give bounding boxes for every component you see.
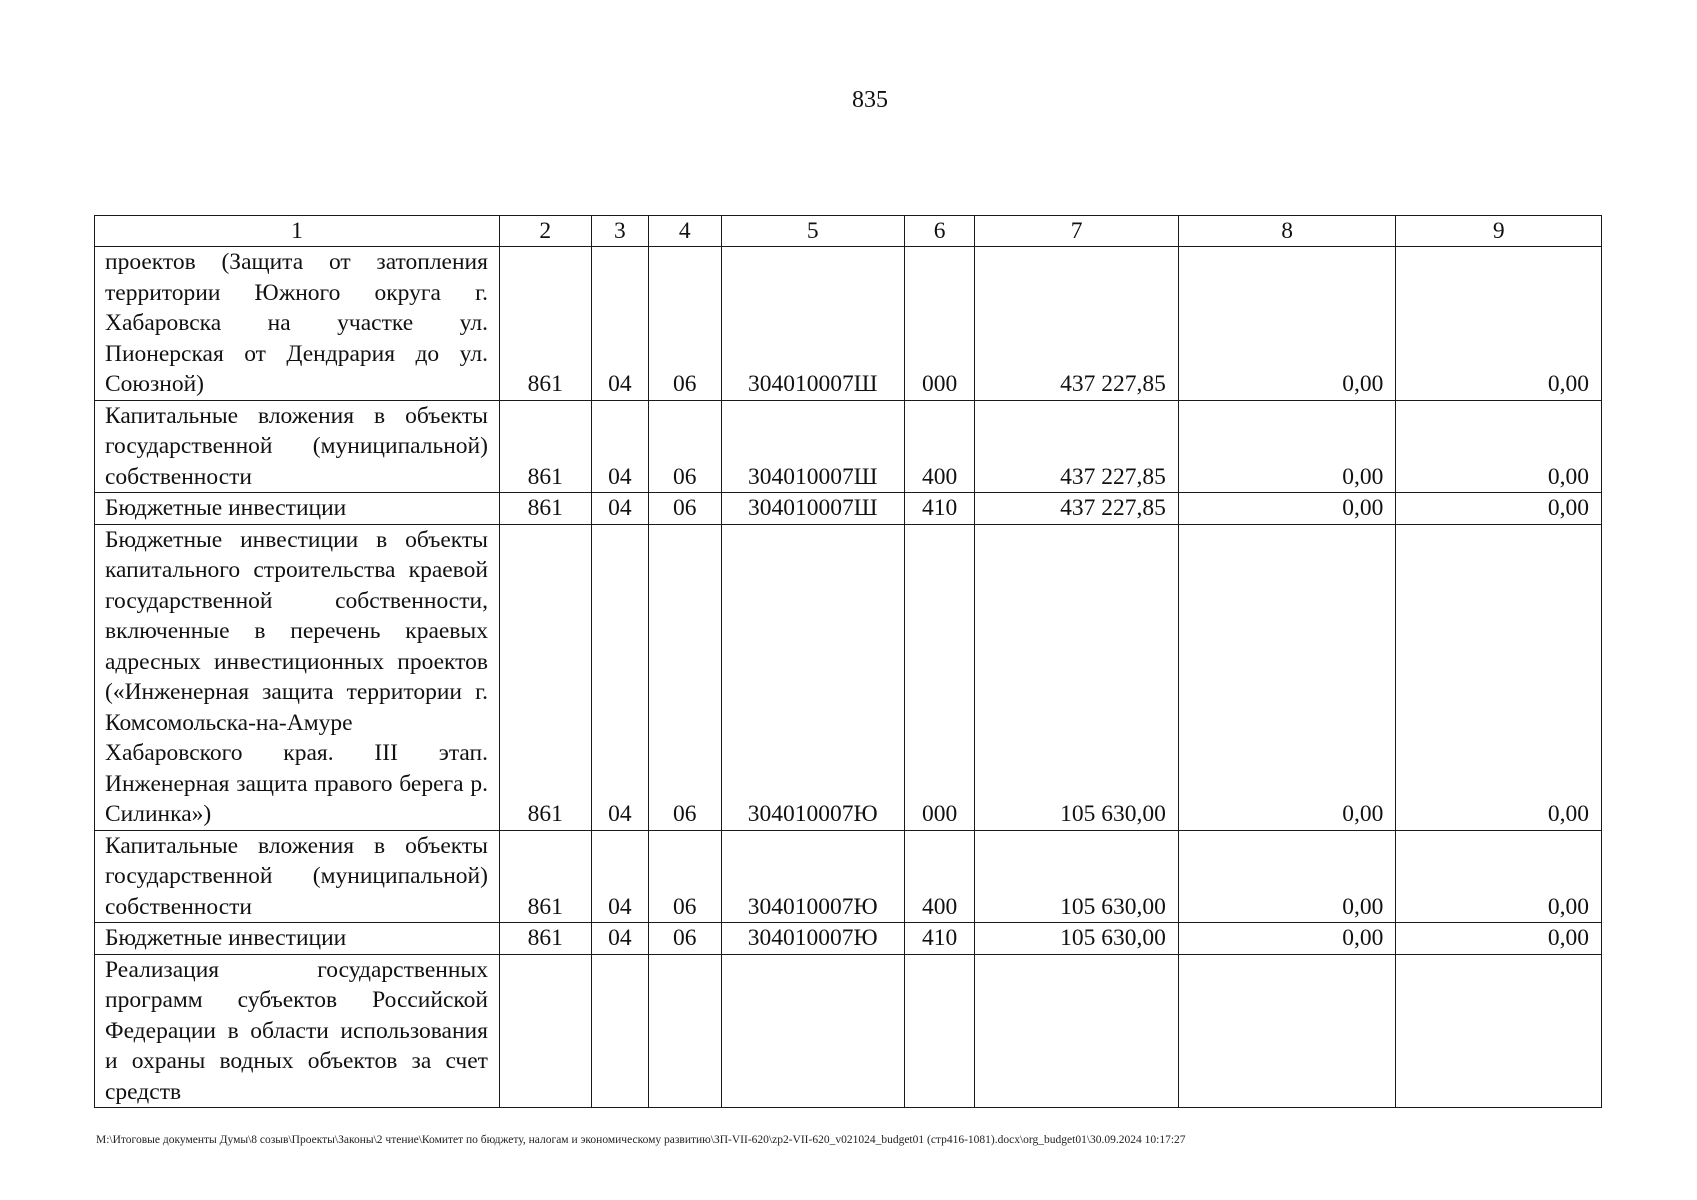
cell-section: 04 (591, 830, 648, 923)
cell-target-article (721, 954, 904, 1108)
cell-ministry-code: 861 (499, 247, 591, 401)
cell-amount-8: 0,00 (1178, 830, 1396, 923)
cell-target-article: 304010007Ш (721, 400, 904, 493)
cell-section: 04 (591, 247, 648, 401)
cell-amount-9 (1396, 954, 1602, 1108)
table-row (95, 400, 1602, 493)
column-header: 3 (591, 216, 648, 247)
cell-section: 04 (591, 493, 648, 525)
table-row (95, 830, 1602, 923)
cell-subsection: 06 (649, 923, 722, 955)
cell-amount-8: 0,00 (1178, 247, 1396, 401)
cell-amount-9: 0,00 (1396, 400, 1602, 493)
cell-amount-7 (975, 954, 1178, 1108)
cell-expense-type: 400 (904, 830, 975, 923)
table-row (95, 524, 1602, 830)
document-file-path: M:\Итоговые документы Думы\8 созыв\Проекты\Законы\2 чтение\Комитет по бюджету, налогам и экономическому развитию\ЗП-VII-620\zp2-VII-620_v021024_budget01 (стр416-1081).docx\org_budget01\30.09.2024 10:17:27 (96, 1134, 1186, 1146)
cell-amount-9: 0,00 (1396, 493, 1602, 525)
row-name: Бюджетные инвестиции (95, 493, 500, 525)
cell-amount-7: 437 227,85 (975, 493, 1178, 525)
cell-target-article: 304010007Ю (721, 830, 904, 923)
cell-subsection (649, 954, 722, 1108)
cell-expense-type: 000 (904, 247, 975, 401)
column-header: 5 (721, 216, 904, 247)
table-row (95, 493, 1602, 525)
cell-expense-type: 410 (904, 923, 975, 955)
column-header: 4 (649, 216, 722, 247)
column-header: 9 (1396, 216, 1602, 247)
cell-ministry-code: 861 (499, 830, 591, 923)
cell-amount-8: 0,00 (1178, 493, 1396, 525)
cell-expense-type: 000 (904, 524, 975, 830)
cell-amount-8: 0,00 (1178, 923, 1396, 955)
cell-ministry-code: 861 (499, 493, 591, 525)
cell-amount-7: 437 227,85 (975, 247, 1178, 401)
cell-target-article: 304010007Ш (721, 247, 904, 401)
table-row (95, 954, 1602, 1108)
cell-amount-7: 105 630,00 (975, 830, 1178, 923)
cell-amount-9: 0,00 (1396, 524, 1602, 830)
cell-amount-9: 0,00 (1396, 923, 1602, 955)
table-row (95, 923, 1602, 955)
cell-ministry-code (499, 954, 591, 1108)
page-number: 835 (852, 87, 888, 113)
cell-subsection: 06 (649, 400, 722, 493)
cell-subsection: 06 (649, 247, 722, 401)
cell-amount-9: 0,00 (1396, 247, 1602, 401)
cell-expense-type (904, 954, 975, 1108)
cell-ministry-code: 861 (499, 400, 591, 493)
row-name: Капитальные вложения в объекты государственной (муниципальной) собственности (95, 830, 500, 923)
table-row (95, 247, 1602, 401)
cell-section: 04 (591, 923, 648, 955)
cell-section (591, 954, 648, 1108)
cell-amount-7: 105 630,00 (975, 524, 1178, 830)
cell-target-article: 304010007Ю (721, 923, 904, 955)
budget-table (94, 215, 1602, 1108)
cell-ministry-code: 861 (499, 923, 591, 955)
column-header: 2 (499, 216, 591, 247)
row-name: Реализация государственных программ субъектов Российской Федерации в области использования и охраны водных объектов за счет средств (95, 954, 500, 1108)
cell-subsection: 06 (649, 493, 722, 525)
row-name: Бюджетные инвестиции (95, 923, 500, 955)
cell-expense-type: 410 (904, 493, 975, 525)
cell-amount-7: 105 630,00 (975, 923, 1178, 955)
table-header-row (95, 216, 1602, 247)
cell-ministry-code: 861 (499, 524, 591, 830)
row-name: Бюджетные инвестиции в объекты капитального строительства краевой государственной собственности, включенные в перечень краевых адресных инвестиционных проектов («Инженерная защита территории г. Комсомольска-на-Амуре Хабаровского края. III этап. Инженерная защита правого берега р. Силинка») (95, 524, 500, 830)
cell-amount-8: 0,00 (1178, 400, 1396, 493)
cell-amount-8: 0,00 (1178, 524, 1396, 830)
column-header: 1 (95, 216, 500, 247)
column-header: 7 (975, 216, 1178, 247)
cell-expense-type: 400 (904, 400, 975, 493)
cell-section: 04 (591, 400, 648, 493)
cell-target-article: 304010007Ш (721, 493, 904, 525)
row-name: проектов (Защита от затопления территории Южного округа г. Хабаровска на участке ул. Пионерская от Дендрария до ул. Союзной) (95, 247, 500, 401)
cell-subsection: 06 (649, 524, 722, 830)
column-header: 8 (1178, 216, 1396, 247)
row-name: Капитальные вложения в объекты государственной (муниципальной) собственности (95, 400, 500, 493)
cell-amount-7: 437 227,85 (975, 400, 1178, 493)
column-header: 6 (904, 216, 975, 247)
cell-amount-8 (1178, 954, 1396, 1108)
cell-section: 04 (591, 524, 648, 830)
cell-subsection: 06 (649, 830, 722, 923)
cell-amount-9: 0,00 (1396, 830, 1602, 923)
cell-target-article: 304010007Ю (721, 524, 904, 830)
